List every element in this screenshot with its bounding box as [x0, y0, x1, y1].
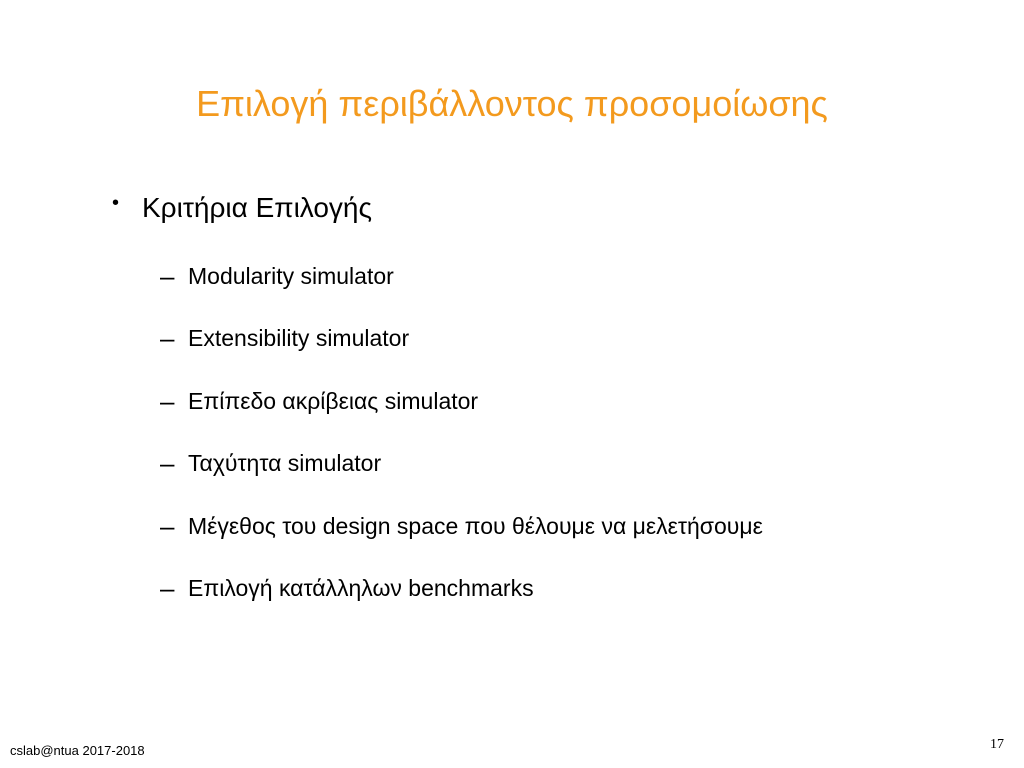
sub-item — [160, 382, 763, 420]
sub-item-text: Μέγεθος του design space που θέλουμε να μελετήσουμε — [188, 512, 763, 539]
sub-item — [160, 319, 763, 357]
dash-marker: – — [160, 261, 175, 291]
page-number: 17 — [990, 737, 1004, 752]
sub-item-text: Επίπεδο ακρίβειας simulator — [188, 387, 479, 414]
sub-item-text: Modularity simulator — [188, 263, 394, 289]
sub-item-text: Ταχύτητα simulator — [188, 450, 382, 477]
bullet-text: Κριτήρια Επιλογής — [142, 192, 373, 223]
sub-item-list — [160, 257, 763, 631]
sub-item — [160, 444, 763, 482]
sub-item — [160, 507, 763, 545]
bullet-item — [112, 186, 372, 230]
dash-marker: – — [160, 448, 175, 479]
dash-marker: – — [160, 385, 175, 416]
dash-marker: – — [160, 323, 175, 354]
dash-marker: – — [160, 510, 175, 541]
sub-item — [160, 569, 763, 607]
sub-item-text: Extensibility simulator — [188, 325, 410, 352]
bullet-marker: • — [112, 192, 120, 214]
sub-item-text: Επιλογή κατάλληλων benchmarks — [188, 574, 534, 601]
footer-credit: cslab@ntua 2017-2018 — [10, 743, 145, 758]
slide-title: Επιλογή περιβάλλοντος προσομοίωσης — [196, 83, 828, 124]
sub-item — [160, 257, 763, 295]
dash-marker: – — [160, 572, 175, 603]
